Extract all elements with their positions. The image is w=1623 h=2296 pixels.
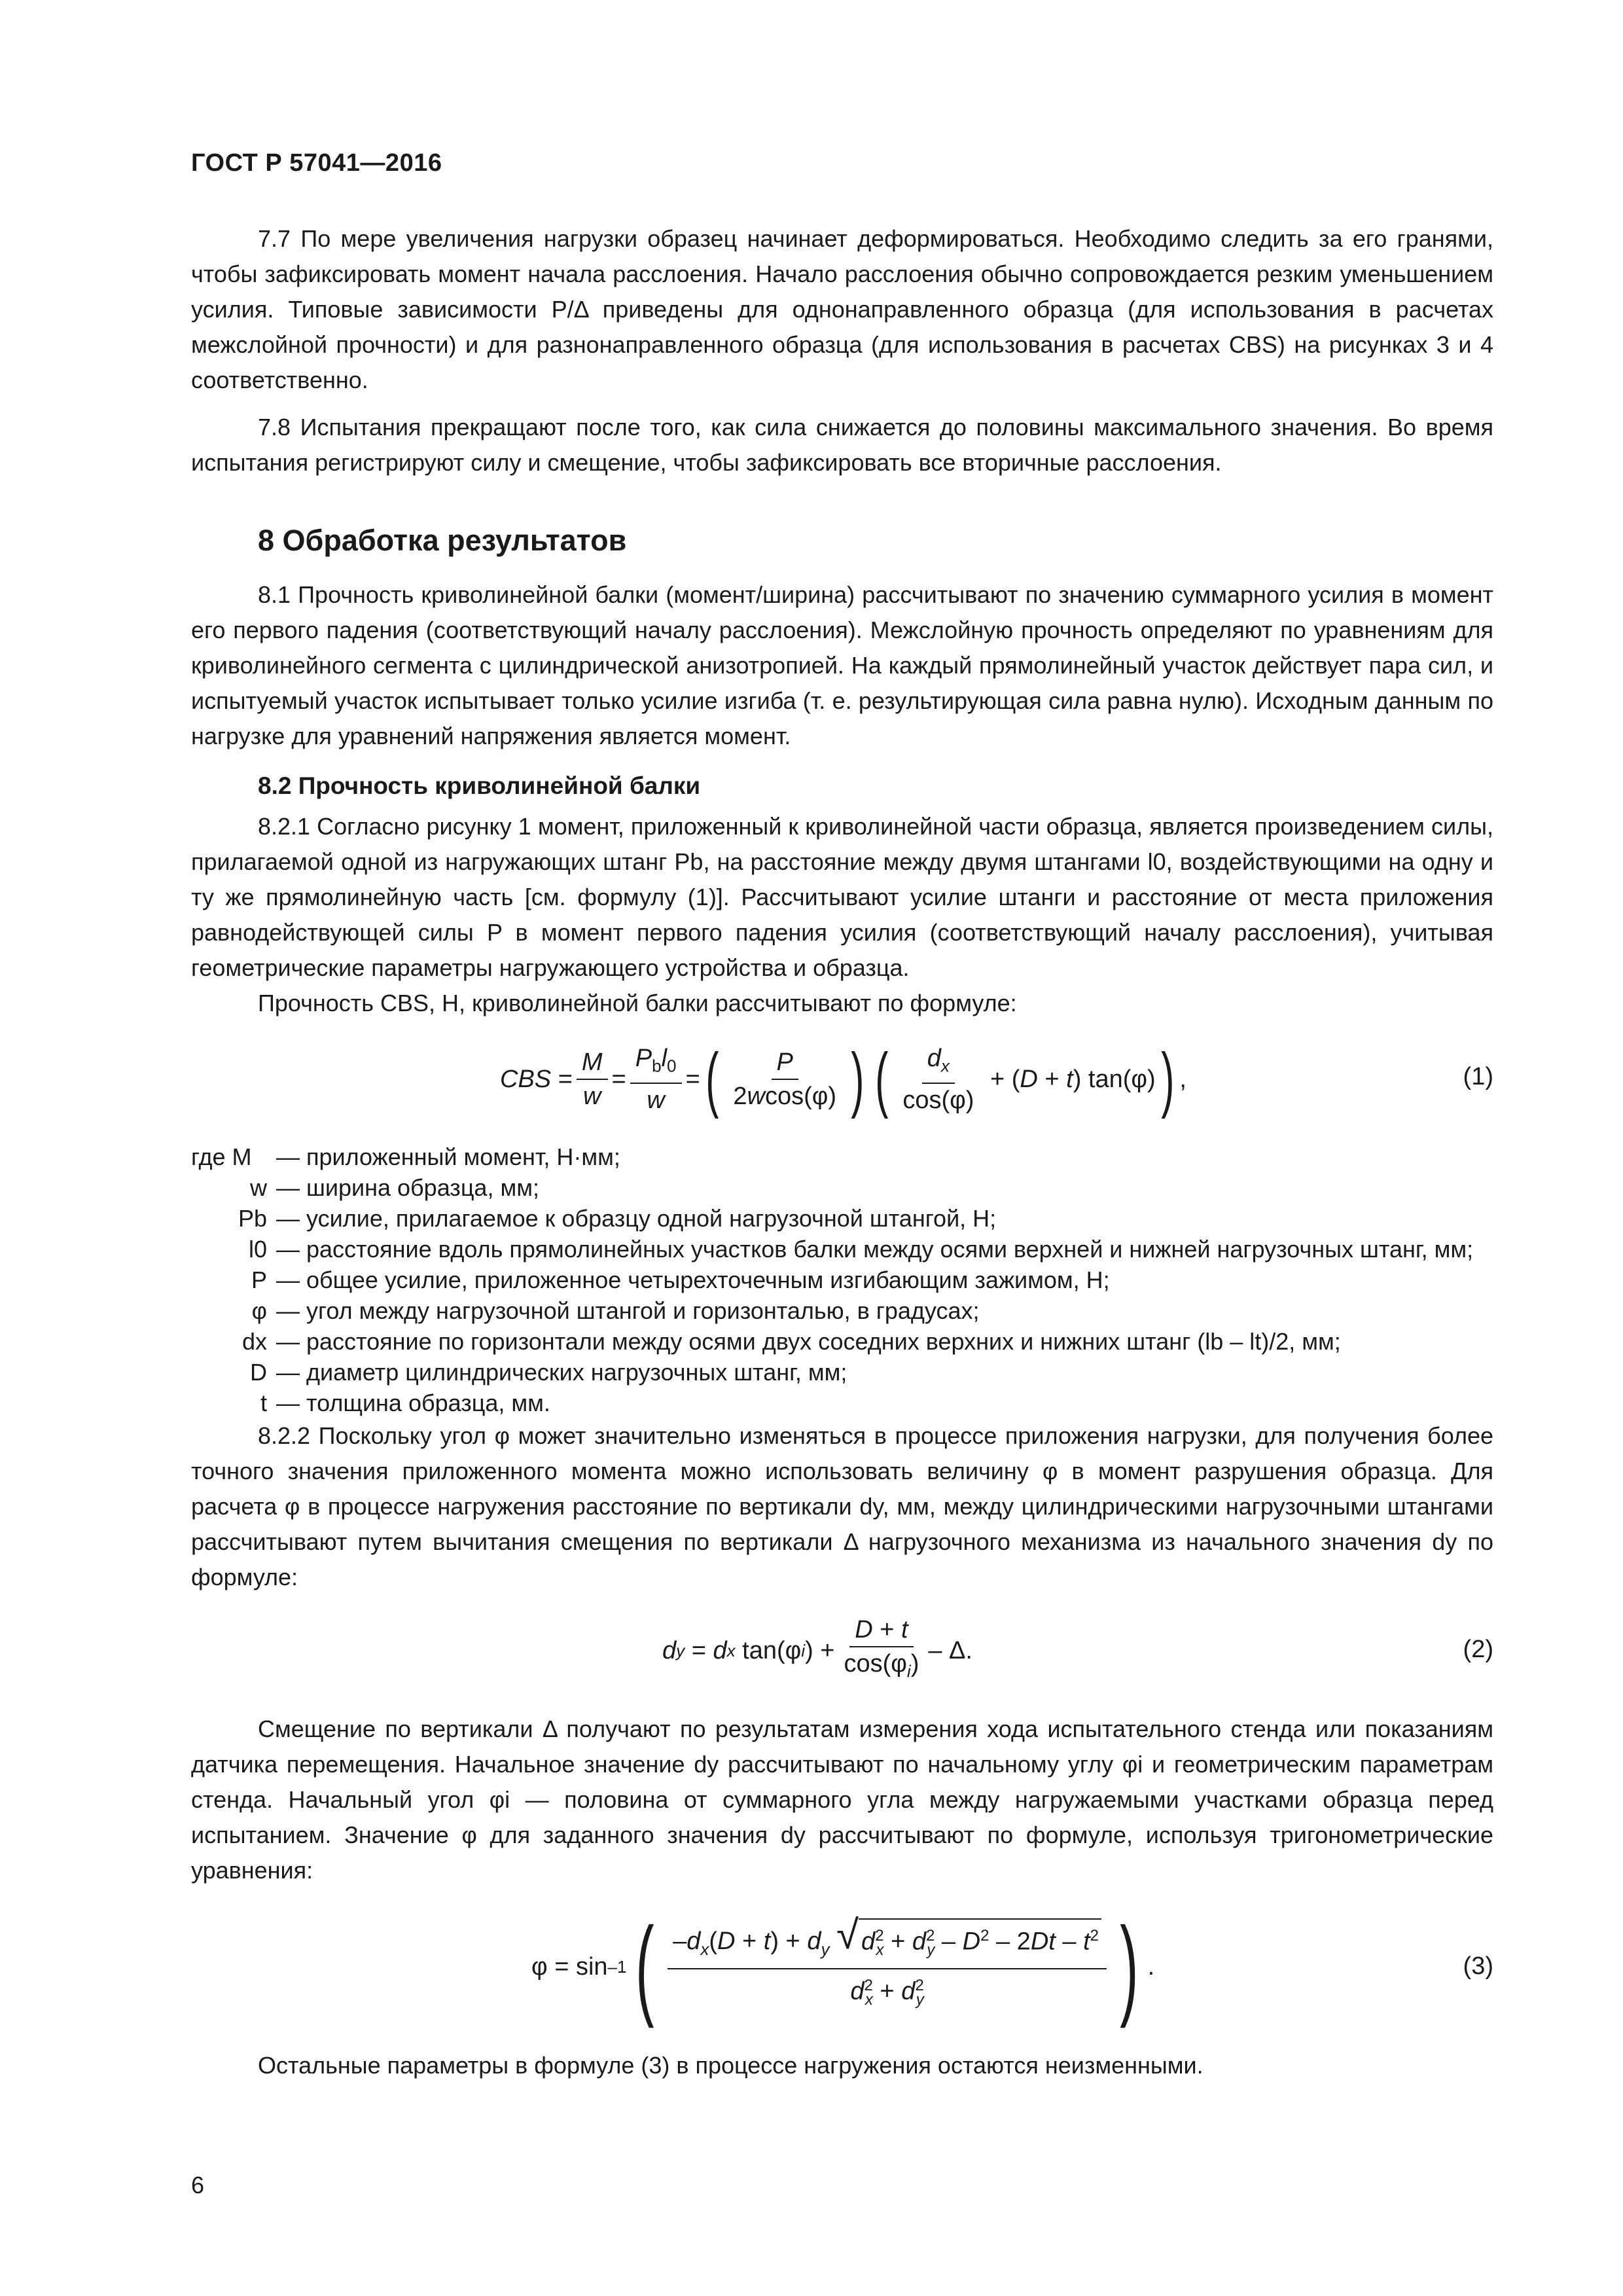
subsection-8-2-title: 8.2 Прочность криволинейной балки xyxy=(258,772,701,799)
list-item: где M — приложенный момент, Н·мм; xyxy=(191,1143,620,1170)
variables-list xyxy=(191,1141,1493,1418)
paragraph-8-1: 8.1 Прочность криволинейной балки (момент/ширина) рассчитывают по значению суммарного усилия в момент его первого падения (соответствующий началу расслоения). Межслойную прочность определяют по уравнениям для криволинейного сегмента с цилиндрической анизотропией. На каждый прямолинейный участок действует пара сил, и испытуемый участок испытывает только усилие изгиба (т. е. результирующая сила равна нулю). Исходным данным по нагрузке для уравнений напряжения является момент. xyxy=(191,581,1493,749)
paragraph-8-2-2: 8.2.2 Поскольку угол φ может значительно изменяться в процессе приложения нагрузки, для получения более точного значения приложенного момента можно использовать величину φ в момент разрушения образца. Для расчета φ в процессе нагружения расстояние по вертикали dy, мм, между цилиндрическими нагрузочными штангами рассчитывают путем вычитания смещения по вертикали Δ нагрузочного механизма из начального значения dy по формуле: xyxy=(191,1422,1493,1590)
section-8-title: 8 Обработка результатов xyxy=(258,524,627,557)
paragraph-7-8: 7.8 Испытания прекращают после того, как сила снижается до половины максимального значения. Во время испытания регистрируют силу и смещение, чтобы зафиксировать все вторичные расслоения. xyxy=(191,414,1493,476)
list-item: t — толщина образца, мм. xyxy=(260,1390,550,1416)
list-item: D — диаметр цилиндрических нагрузочных штанг, мм; xyxy=(250,1359,847,1386)
paragraph-7-7: 7.7 По мере увеличения нагрузки образец начинает деформироваться. Необходимо следить за его гранями, чтобы зафиксировать момент начала расслоения. Начало расслоения обычно сопровождается резким уменьшением усилия. Типовые зависимости P/Δ приведены для однонаправленного образца (для использования в расчетах межслойной прочности) и для разнонаправленного образца (для использования в расчетах CBS) на рисунках 3 и 4 соответственно. xyxy=(191,225,1493,393)
list-item: φ — угол между нагрузочной штангой и горизонталью, в градусах; xyxy=(251,1297,980,1324)
formula-2: d y = d x tan(φ i ) + $\frac{D + t}{\cos(\varphi_i)}$ – Δ. (2) xyxy=(662,1616,1493,1681)
formula-1-number: (1) xyxy=(1463,1063,1493,1090)
paragraph-cbs-intro: Прочность CBS, Н, криволинейной балки рассчитывают по формуле: xyxy=(258,990,1017,1016)
page-number: 6 xyxy=(191,2172,205,2198)
page-content xyxy=(191,221,1493,2083)
list-item: w — ширина образца, мм; xyxy=(250,1174,539,1201)
list-item: dx — расстояние по горизонтали между осями двух соседних верхних и нижних штанг (lb – lt)/2, мм; xyxy=(241,1328,1341,1355)
formula-3: φ = sin –1 ( $-d_x(D + t) + d_y$ √ $d^2_x + d^2_y - D^2 - 2Dt - t^2$ $d^2_x + d^2_y$ ) . (3) xyxy=(531,1905,1493,2029)
paragraph-rest: Остальные параметры в формуле (3) в процессе нагружения остаются неизменными. xyxy=(258,2052,1204,2079)
formula-1: CBS = $\frac{M}{w}$ = $\frac{P_bl_0}{w}$ = ( $\frac{P}{2wcos(\varphi)}$ ) ( $\frac{d_x}{\cos(\varphi)}$ + ( D + t ) tan(φ) ) , (1) xyxy=(500,1039,1493,1119)
paragraph-8-2-1: 8.2.1 Согласно рисунку 1 момент, приложенный к криволинейной части образца, является произведением силы, прилагаемой одной из нагружающих штанг Pb, на расстояние между двумя штангами l0, воздействующими на одну и ту же прямолинейную часть [см. формулу (1)]. Рассчитывают усилие штанги и расстояние от места приложения равнодействующей силы P в момент первого падения усилия (соответствующий началу расслоения), учитывая геометрические параметры нагружающего устройства и образца. xyxy=(191,813,1493,981)
list-item: P — общее усилие, приложенное четырехточечным изгибающим зажимом, Н; xyxy=(251,1266,1110,1293)
formula-2-number: (2) xyxy=(1463,1636,1493,1663)
list-item: l0 — расстояние вдоль прямолинейных участков балки между осями верхней и нижней нагрузочных штанг, мм; xyxy=(248,1236,1474,1263)
formula-3-number: (3) xyxy=(1463,1952,1493,1980)
paragraph-shift: Смещение по вертикали Δ получают по результатам измерения хода испытательного стенда или показаниям датчика перемещения. Начальное значение dy рассчитывают по начальному углу φi и геометрическим параметрам стенда. Начальный угол φi — половина от суммарного угла между нагружаемыми участками образца перед испытанием. Значение φ для заданного значения dy рассчитывают по формуле, используя тригонометрические уравнения: xyxy=(191,1715,1493,1884)
document-header: ГОСТ Р 57041—2016 xyxy=(191,149,442,177)
list-item: Pb — усилие, прилагаемое к образцу одной нагрузочной штангой, Н; xyxy=(238,1205,997,1232)
